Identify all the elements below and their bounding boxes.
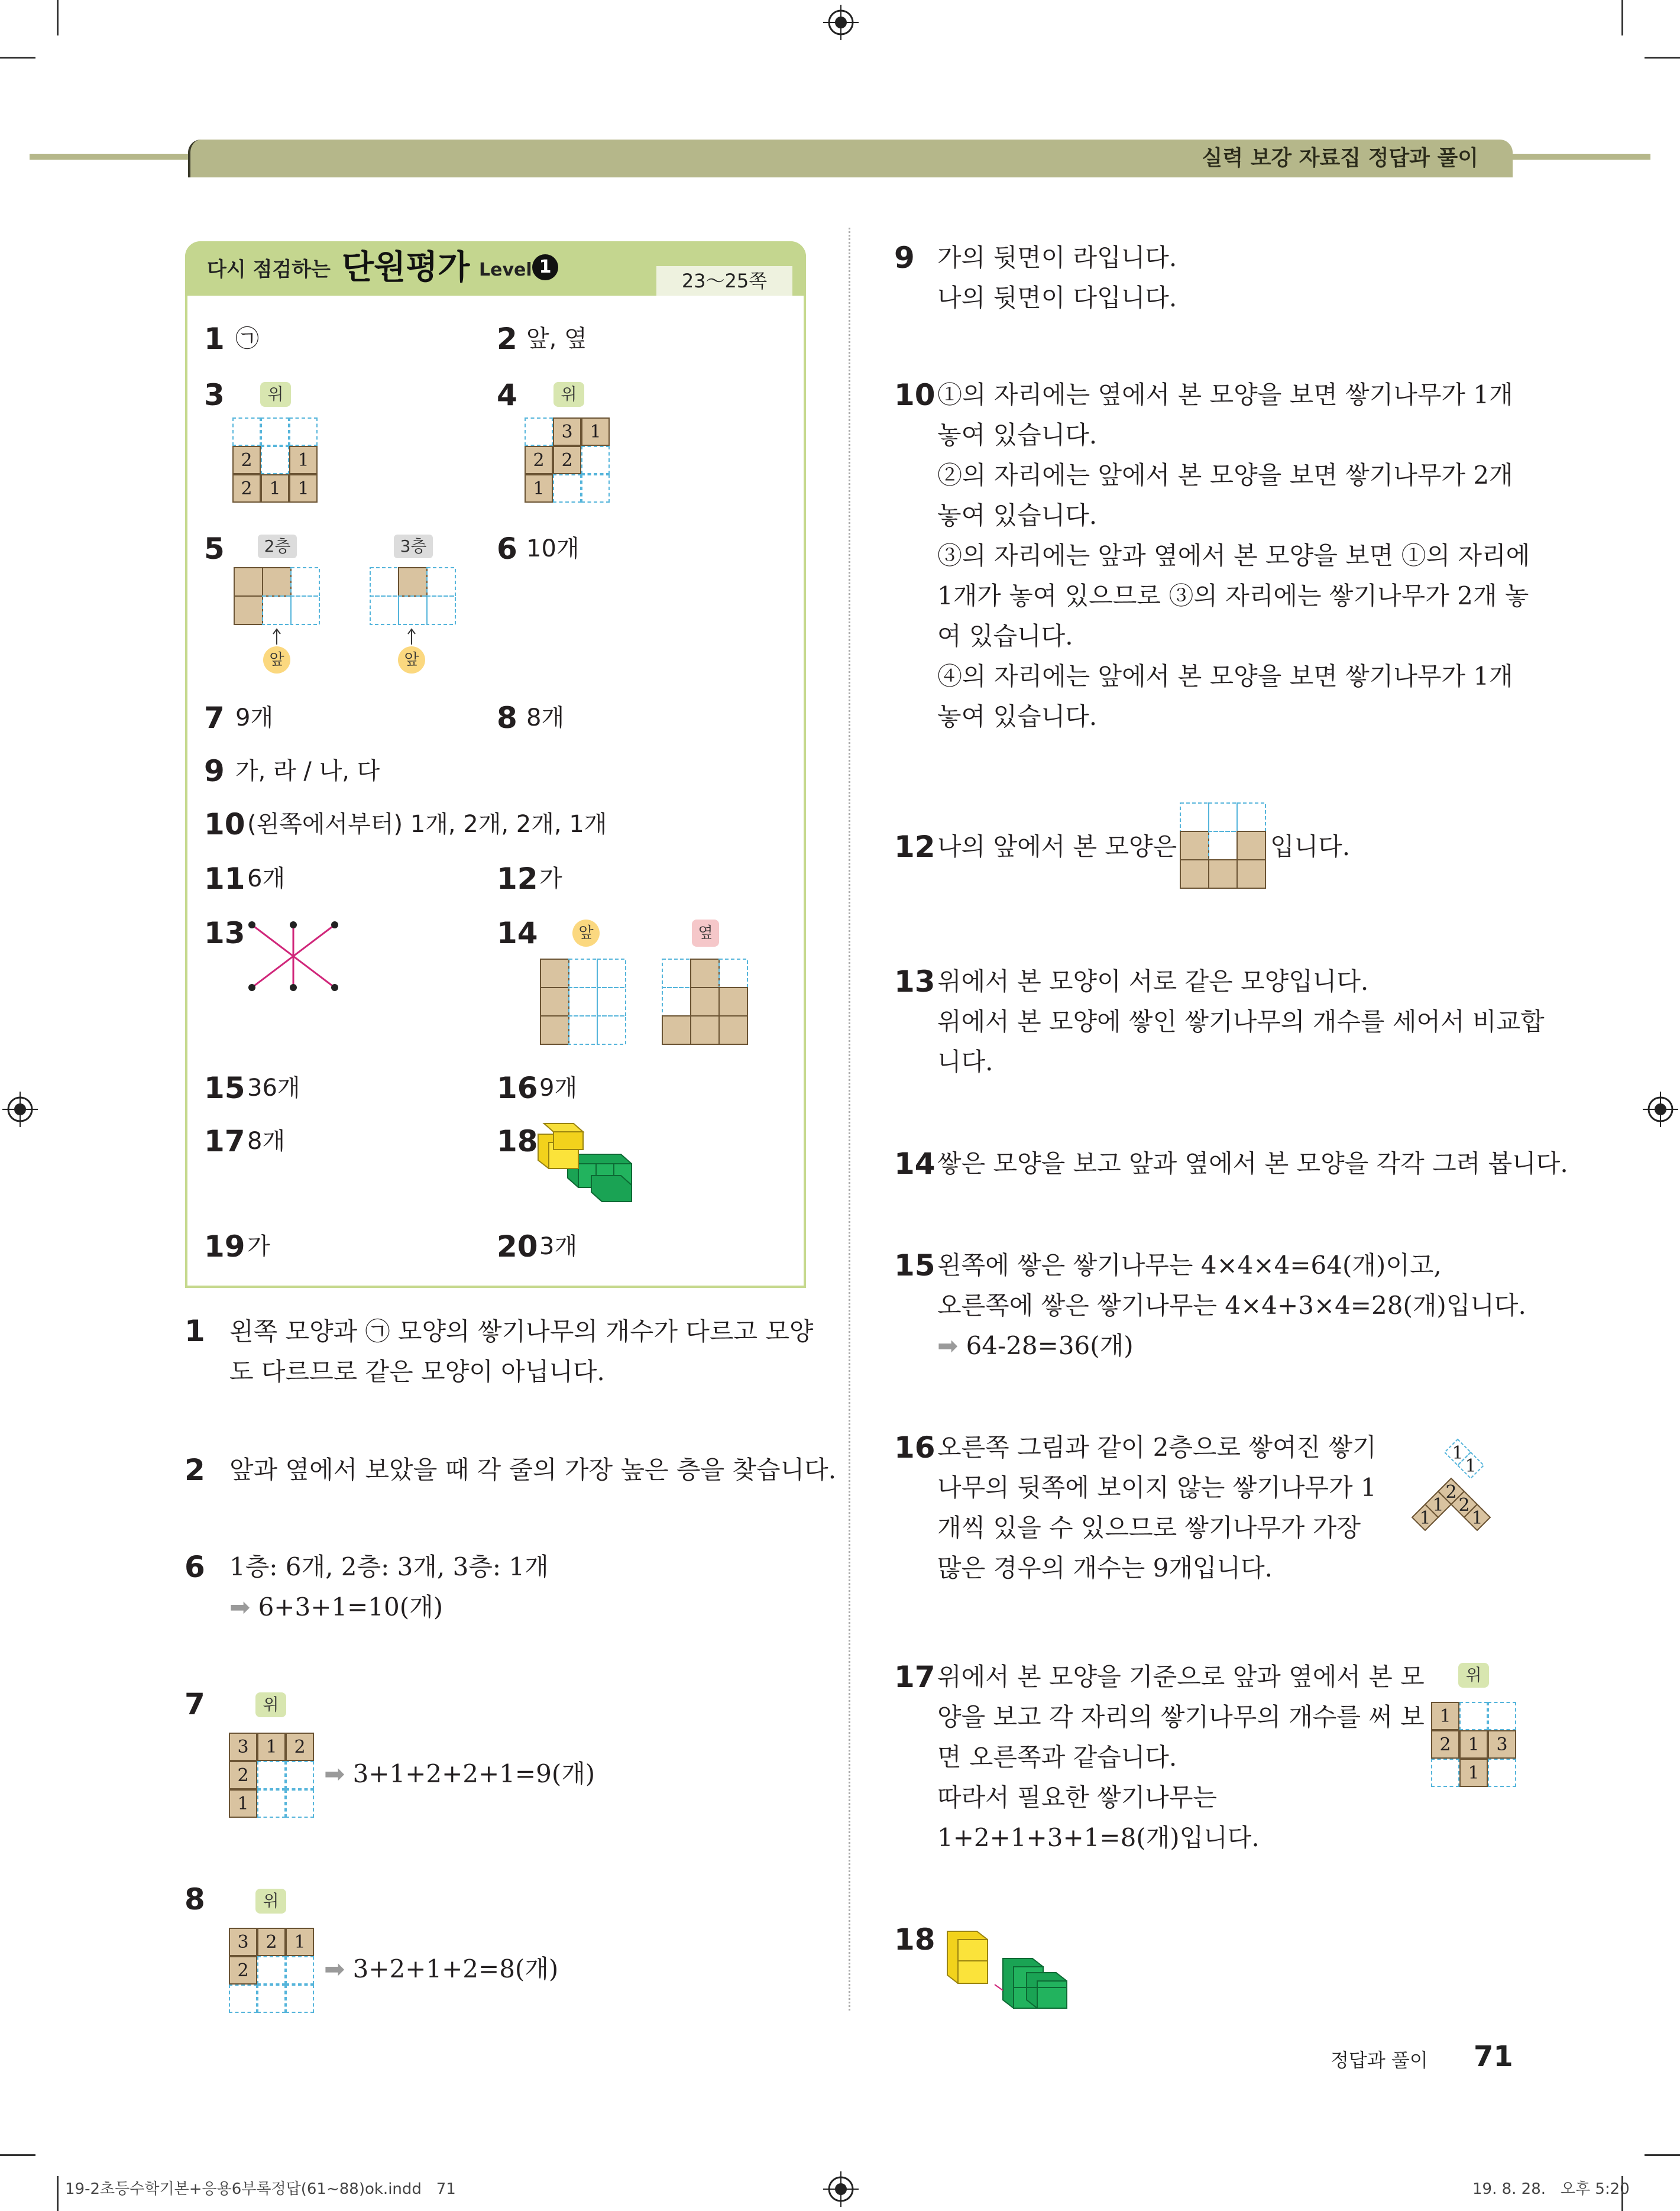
box-pages: 23～25쪽 — [656, 266, 792, 296]
registration-mark — [823, 2171, 859, 2207]
answer-text: 3개 — [539, 1233, 578, 1260]
front-view-diagram — [1179, 802, 1268, 891]
explanation-number: 9 — [894, 241, 915, 275]
diagram-number: 1 — [1452, 1443, 1464, 1464]
explanation-number: 16 — [894, 1430, 936, 1465]
grid-cell: 1 — [261, 474, 289, 503]
explanation-line: 니다. — [937, 1047, 993, 1076]
explanation-line: 왼쪽에 쌓은 쌓기나무는 4×4×4=64(개)이고, — [937, 1251, 1442, 1280]
grid-cell: 2 — [229, 1761, 257, 1789]
answer-number: 4 — [497, 378, 517, 412]
grid-cell: 2 — [232, 474, 261, 503]
diagram-number: 1 — [1471, 1508, 1483, 1529]
explanation-line: ④의 자리에는 앞에서 본 모양을 보면 쌓기나무가 1개 — [937, 662, 1513, 691]
answer-number: 10 — [204, 807, 245, 841]
crop-mark — [0, 2154, 35, 2156]
registration-mark — [1643, 1092, 1678, 1127]
explanation-number: 17 — [894, 1660, 936, 1694]
answer-text: 가 — [247, 1233, 270, 1260]
explanation-line: 오른쪽 그림과 같이 2층으로 쌓여진 쌓기 — [937, 1433, 1377, 1462]
footer-label: 정답과 풀이 — [1331, 2049, 1428, 2071]
grid-cell — [286, 1761, 314, 1789]
grid-cell — [286, 1985, 314, 2013]
arrow-icon: ➡ — [937, 1331, 959, 1360]
grid-cell — [261, 417, 289, 446]
front-view-diagram — [539, 958, 628, 1047]
grid-cell — [286, 1956, 314, 1985]
explanation-line: 개씩 있을 수 있으므로 쌓기나무가 가장 — [937, 1513, 1361, 1542]
grid-cell: 1 — [525, 474, 553, 503]
answer-number: 20 — [497, 1229, 538, 1264]
front-label: 앞 — [398, 646, 425, 674]
explanation-line: 양을 보고 각 자리의 쌓기나무의 개수를 써 보 — [937, 1702, 1425, 1731]
crop-mark — [57, 0, 59, 35]
answer-text: (왼쪽에서부터) 1개, 2개, 2개, 1개 — [247, 811, 607, 838]
grid-cell: 1 — [1459, 1759, 1488, 1787]
explanation-equation-row — [324, 1951, 558, 1987]
explanation-line — [937, 1326, 1134, 1366]
explanation-line: ②의 자리에는 앞에서 본 모양을 보면 쌓기나무가 2개 — [937, 461, 1513, 490]
explanation-number: 12 — [894, 830, 936, 864]
answer-text: 8개 — [247, 1128, 286, 1155]
answer-number: 11 — [204, 862, 245, 896]
grid-cell: 1 — [289, 446, 318, 474]
grid-cell — [1459, 1702, 1488, 1730]
explanation-line: 놓여 있습니다. — [937, 702, 1098, 731]
explanation-line: 왼쪽 모양과 ㉠ 모양의 쌓기나무의 개수가 다르고 모양 — [229, 1317, 814, 1346]
answer-number: 8 — [497, 701, 517, 735]
grid-cell — [525, 417, 553, 446]
grid-cell: 1 — [1459, 1730, 1488, 1759]
explanation-equation: 6+3+1=10(개) — [258, 1592, 444, 1621]
answer-number: 15 — [204, 1071, 245, 1105]
explanation-number: 15 — [894, 1248, 936, 1283]
page-number: 71 — [1474, 2040, 1513, 2073]
answer-number: 5 — [204, 532, 225, 566]
box-prefix: 다시 점검하는 — [207, 258, 331, 281]
grid-cell: 3 — [1488, 1730, 1516, 1759]
grid-cell: 1 — [286, 1928, 314, 1956]
explanation-line: 따라서 필요한 쌓기나무는 — [937, 1783, 1217, 1812]
grid-cell — [257, 1956, 286, 1985]
grid-cell: 3 — [553, 417, 581, 446]
explanation-number: 18 — [894, 1922, 936, 1957]
answer-number: 14 — [497, 916, 538, 950]
answer-number: 19 — [204, 1229, 245, 1264]
grid-cell: 1 — [257, 1733, 286, 1761]
grid-cell: 2 — [232, 446, 261, 474]
diagram-number: 2 — [1445, 1482, 1457, 1503]
explanation-line: ①의 자리에는 옆에서 본 모양을 보면 쌓기나무가 1개 — [937, 380, 1513, 409]
answer-number: 13 — [204, 916, 245, 950]
answer-number: 18 — [497, 1124, 538, 1158]
explanation-number: 8 — [184, 1882, 205, 1917]
column-separator — [849, 228, 850, 2011]
top-view-label: 위 — [260, 382, 291, 407]
answer-number: 1 — [204, 322, 225, 356]
explanation-line: 놓여 있습니다. — [937, 501, 1098, 530]
explanation-line: 입니다. — [1270, 832, 1351, 861]
diagram-number: 1 — [1465, 1456, 1477, 1477]
diagram-number: 1 — [1432, 1495, 1444, 1516]
top-view-label: 위 — [255, 1889, 286, 1914]
box-level-number: 1 — [532, 254, 558, 280]
top-view-label: 위 — [553, 382, 584, 407]
explanation-line: 1층: 6개, 2층: 3개, 3층: 1개 — [229, 1552, 549, 1581]
box-level: Level — [479, 260, 532, 280]
crop-mark — [0, 57, 35, 59]
answer-text: 앞, 옆 — [526, 325, 587, 352]
answer-number: 7 — [204, 701, 225, 735]
footer-date: 19. 8. 28. 오후 5:20 — [1472, 2180, 1630, 2198]
explanation-line: 1+2+1+3+1=8(개)입니다. — [937, 1823, 1260, 1852]
answer-number: 12 — [497, 862, 538, 896]
registration-mark — [823, 5, 859, 40]
answer-text: 36개 — [247, 1074, 300, 1102]
line-diagram — [242, 918, 343, 995]
top-view-label: 위 — [1458, 1663, 1489, 1688]
explanation-line: 많은 경우의 개수는 9개입니다. — [937, 1553, 1273, 1582]
answer-number: 17 — [204, 1124, 245, 1158]
grid-cell — [232, 417, 261, 446]
explanation-equation: 64-28=36(개) — [966, 1331, 1134, 1360]
explanation-number: 10 — [894, 378, 936, 412]
grid-cell: 1 — [1431, 1702, 1459, 1730]
explanation-number: 13 — [894, 964, 936, 999]
explanation-line: 위에서 본 모양에 쌓인 쌓기나무의 개수를 세어서 비교합 — [937, 1007, 1545, 1036]
answer-number: 6 — [497, 532, 517, 566]
grid-cell — [581, 446, 610, 474]
explanation-line: 면 오른쪽과 같습니다. — [937, 1743, 1177, 1772]
answer-number: 16 — [497, 1071, 538, 1105]
answer-text: 9개 — [235, 704, 274, 731]
crop-mark — [1621, 0, 1623, 35]
grid-cell — [229, 1985, 257, 2013]
explanation-number: 2 — [184, 1453, 205, 1487]
explanation-line: ③의 자리에는 앞과 옆에서 본 모양을 보면 ①의 자리에 — [937, 541, 1530, 570]
crop-mark — [1645, 2154, 1680, 2156]
grid-cell — [257, 1985, 286, 2013]
header-title: 실력 보강 자료집 정답과 풀이 — [1202, 146, 1478, 170]
explanation-line: 나의 앞에서 본 모양은 — [937, 832, 1177, 861]
grid-cell: 3 — [229, 1928, 257, 1956]
answer-number: 2 — [497, 322, 517, 356]
up-arrow-icon — [406, 628, 417, 646]
grid-cell — [257, 1789, 286, 1818]
arrow-icon: ➡ — [324, 1954, 345, 1983]
grid-cell — [553, 474, 581, 503]
grid-cell: 3 — [229, 1733, 257, 1761]
explanation-line: 1개가 놓여 있으므로 ③의 자리에는 쌓기나무가 2개 놓 — [937, 581, 1529, 610]
crop-mark — [57, 2176, 59, 2211]
explanation-line: 쌓은 모양을 보고 앞과 옆에서 본 모양을 각각 그려 봅니다. — [937, 1149, 1568, 1178]
explanation-equation: 3+1+2+2+1=9(개) — [352, 1759, 595, 1788]
grid-cell: 2 — [553, 446, 581, 474]
explanation-number: 1 — [184, 1314, 205, 1348]
footer-file: 19-2초등수학기본+응용6부록정답(61~88)ok.indd 71 — [65, 2180, 456, 2198]
registration-mark — [2, 1092, 38, 1127]
grid-cell: 1 — [229, 1789, 257, 1818]
explanation-equation: 3+2+1+2=8(개) — [352, 1954, 559, 1983]
explanation-number: 14 — [894, 1147, 936, 1181]
explanation-line: 앞과 옆에서 보았을 때 각 줄의 가장 높은 층을 찾습니다. — [229, 1455, 837, 1484]
answer-text: 가, 라 / 나, 다 — [235, 757, 380, 785]
explanation-line: 오른쪽에 쌓은 쌓기나무는 4×4+3×4=28(개)입니다. — [937, 1291, 1526, 1320]
answer-text: 8개 — [526, 704, 565, 731]
arrow-icon: ➡ — [229, 1592, 251, 1621]
grid-cell: 1 — [289, 474, 318, 503]
explanation-number: 7 — [184, 1687, 205, 1721]
answer-text: 9개 — [539, 1074, 578, 1102]
grid-cell — [1488, 1702, 1516, 1730]
grid-cell — [1488, 1759, 1516, 1787]
explanation-line: 가의 뒷면이 라입니다. — [937, 243, 1177, 272]
explanation-line: 위에서 본 모양이 서로 같은 모양입니다. — [937, 967, 1369, 996]
answer-text: 6개 — [247, 865, 286, 892]
diagram-number: 2 — [1458, 1495, 1470, 1516]
explanation-line: 나의 뒷면이 다입니다. — [937, 283, 1177, 312]
answer-number: 9 — [204, 754, 225, 788]
answer-text: 10개 — [526, 535, 580, 562]
grid-cell: 1 — [581, 417, 610, 446]
grid-cell: 2 — [257, 1928, 286, 1956]
explanation-line: 위에서 본 모양을 기준으로 앞과 옆에서 본 모 — [937, 1662, 1425, 1691]
explanation-line — [229, 1587, 443, 1627]
floor-2-diagram — [233, 566, 322, 632]
grid-cell — [286, 1789, 314, 1818]
answer-text: ㉠ — [235, 325, 259, 352]
floor-label: 2층 — [258, 535, 297, 558]
side-view-diagram — [661, 958, 750, 1047]
front-label: 앞 — [572, 920, 600, 947]
side-label: 옆 — [692, 920, 719, 947]
grid-cell — [289, 417, 318, 446]
grid-cell — [261, 446, 289, 474]
diamond-stack-diagram — [1390, 1437, 1526, 1567]
front-label: 앞 — [263, 646, 290, 674]
grid-cell: 2 — [1431, 1730, 1459, 1759]
explanation-number: 6 — [184, 1550, 205, 1584]
floor-label: 3층 — [394, 535, 433, 558]
up-arrow-icon — [271, 628, 283, 646]
explanation-line: 나무의 뒷쪽에 보이지 않는 쌓기나무가 1 — [937, 1473, 1377, 1502]
grid-cell: 2 — [286, 1733, 314, 1761]
answer-number: 3 — [204, 378, 225, 412]
explanation-line: 놓여 있습니다. — [937, 420, 1098, 449]
cube-stack-illustration — [944, 1919, 1074, 2014]
explanation-line: 도 다르므로 같은 모양이 아닙니다. — [229, 1357, 605, 1386]
explanation-equation-row — [324, 1756, 595, 1792]
arrow-icon: ➡ — [324, 1759, 345, 1788]
answer-text: 가 — [539, 865, 562, 892]
top-view-label: 위 — [255, 1692, 286, 1717]
box-title: 단원평가 — [342, 248, 470, 287]
diagram-number: 1 — [1419, 1508, 1431, 1529]
cube-stack-illustration — [532, 1121, 636, 1204]
floor-3-diagram — [369, 566, 458, 632]
grid-cell: 2 — [229, 1956, 257, 1985]
grid-cell — [257, 1761, 286, 1789]
crop-mark — [1645, 57, 1680, 59]
grid-cell — [581, 474, 610, 503]
explanation-line: 여 있습니다. — [937, 621, 1073, 650]
grid-cell — [1431, 1759, 1459, 1787]
grid-cell: 2 — [525, 446, 553, 474]
